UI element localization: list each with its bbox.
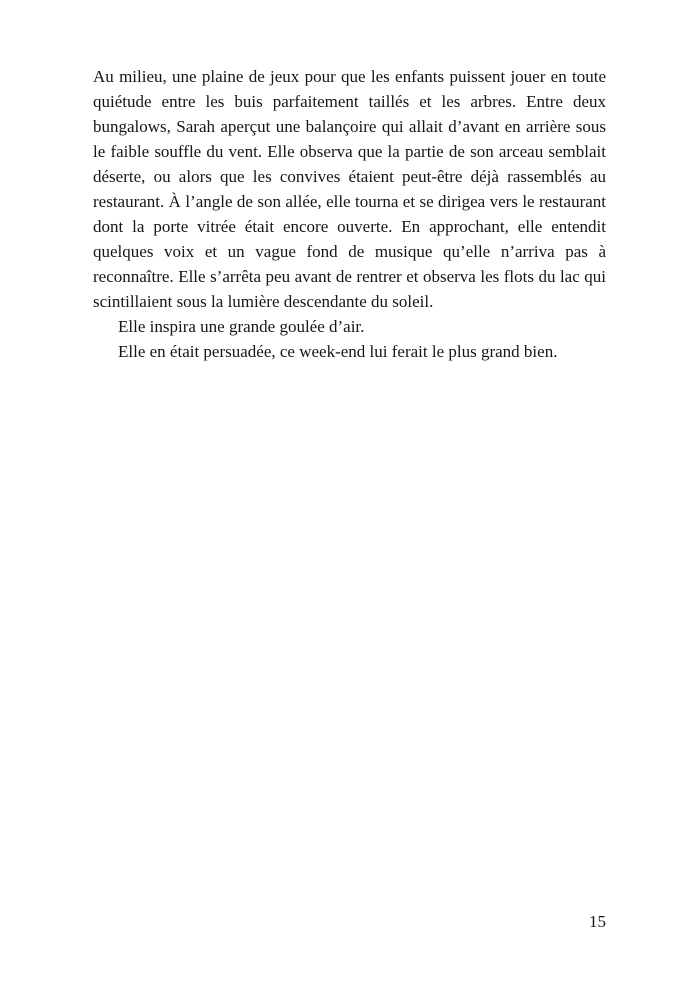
page-number: 15: [589, 912, 606, 931]
paragraph: Elle en était persuadée, ce week-end lui ferait le plus grand bien.: [118, 342, 558, 361]
text-block: [93, 64, 606, 364]
paragraph: Elle inspira une grande goulée d’air.: [118, 317, 365, 336]
paragraph: Au milieu, une plaine de jeux pour que les enfants puissent jouer en toute quiétude entre les buis parfaitement taillés et les arbres. Entre deux bungalows, Sarah aperçut une balançoire qui allait d’avant en arrière sous le faible souffle du vent. Elle observa que la partie de son arceau semblait déserte, ou alors que les convives étaient peut-être déjà rassemblés au restaurant. À l’angle de son allée, elle tourna et se dirigea vers le restaurant dont la porte vitrée était encore ouverte. En approchant, elle entendit quelques voix et un vague fond de musique qu’elle n’arriva pas à reconnaître. Elle s’arrêta peu avant de rentrer et observa les flots du lac qui scintillaient sous la lumière descendante du soleil.: [93, 67, 606, 311]
